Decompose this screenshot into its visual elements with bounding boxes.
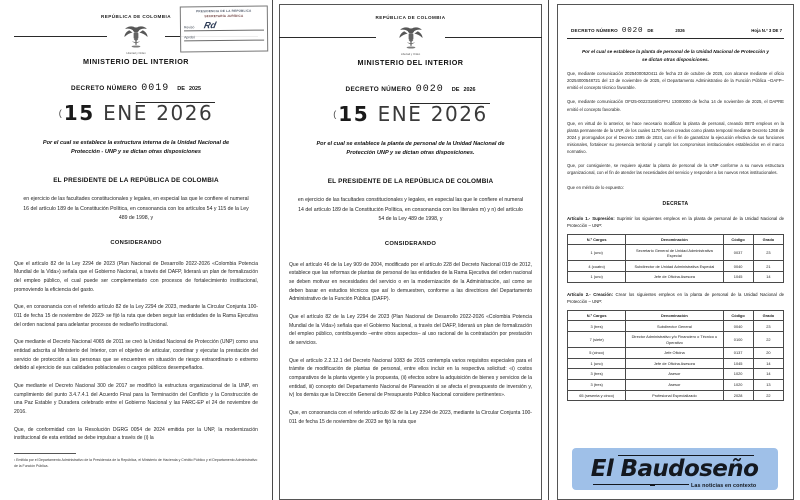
page-3-header (567, 11, 784, 38)
stamp-year: 2026 (156, 101, 214, 125)
cell-codigo: 0137 (723, 347, 753, 358)
outlet-logo-inner (590, 455, 759, 489)
decree-de: DE (647, 28, 654, 33)
table-row (568, 321, 784, 332)
cell-grado: 14 (753, 272, 783, 283)
cell-cargos: 1 (uno) (568, 245, 626, 261)
paragraph: Que mediante el Decreto Nacional 300 de 2017 se modificó la estructura organizacional de la UNP, en cumplimiento del punto 3.4.7.4.1 del Acuerdo Final para la Terminación del Conflicto y la Construcción de una Paz Estable y Duradera celebrado entre el Gobierno Nacional y las FARC-EP el 24 de noviembre de 2016. (14, 383, 258, 416)
date-stamp-text (64, 101, 213, 125)
cell-grado: 22 (753, 332, 783, 348)
table-row (568, 369, 784, 380)
cell-codigo: 1020 (723, 369, 753, 380)
cell-codigo: 0100 (723, 332, 753, 348)
table-row (568, 272, 784, 283)
cell-grado: 23 (753, 321, 783, 332)
decree-de: DE (177, 86, 185, 92)
cell-cargos: 3 (tres) (568, 379, 626, 390)
cell-denominacion: Subdirector de Unidad Administrativa Especial (626, 261, 723, 272)
column-header-cargos: N.º Cargos (568, 310, 626, 321)
paragraph: Que, en consonancia con el referido artículo 82 de la Ley 2294 de 2023, mediante la Circular Conjunta 100-011 de fecha 15 de noviembre de 2023¹ se fijó la ruta que deben seguir las entidades de la Rama Ejecutiva del orden nacional para adelantar procesos de rediseño institucional. (14, 304, 258, 328)
footnote-divider (14, 453, 76, 454)
decree-page-2 (272, 0, 548, 500)
president-heading: EL PRESIDENTE DE LA REPÚBLICA DE COLOMBIA (327, 178, 494, 186)
cell-codigo: 0037 (723, 245, 753, 261)
cell-grado: 14 (753, 369, 783, 380)
stamp-day: 15 (63, 101, 95, 125)
date-paren: ( (58, 108, 62, 118)
column-header-codigo: Código (723, 310, 753, 321)
table-row (568, 347, 784, 358)
cell-denominacion: Profesional Especializado (626, 390, 723, 401)
paragraph: Que, en consonancia con el referido artículo 82 de la Ley 2294 de 2023, mediante la Circular Conjunta 100-011 de fecha 15 de noviembre de 2023 se fijó la ruta que (289, 410, 532, 425)
approval-signature: Rd (203, 20, 218, 31)
decree-subject: Por el cual se establece la estructura interna de la Unidad Nacional de Protección - UNP y se dictan otras disposiciones (42, 140, 230, 156)
colombia-coat-of-arms-icon (119, 20, 153, 54)
decree-label: DECRETO NÚMERO (345, 86, 412, 93)
crest-motto: Libertad y Orden (126, 52, 146, 55)
cell-codigo: 1045 (723, 358, 753, 369)
decree-number: 0020 (621, 27, 644, 35)
table-row (568, 358, 784, 369)
paragraph: Que en mérito de lo expuesto: (567, 184, 624, 190)
page-1-sheet (10, 4, 262, 500)
page-3-header-rule (567, 38, 784, 39)
article-1-text: Suprimir los siguientes empleos en la planta de personal de la Unidad Nacional de Protección – UNP: (567, 215, 785, 228)
article-2-text: Crear los siguientes empleos en la planta de personal de la Unidad Nacional de Protección – UNP: (567, 291, 784, 304)
article-1-heading (567, 215, 784, 229)
paragraph: Que el artículo 82 de la Ley 2294 de 2023 (Plan Nacional de Desarrollo 2022-2026 «Colombia Potencia Mundial de la Vida») señala que el Gobierno Nacional, a través del DAFP, liderará un plan de formalización del empleo público, contribuyendo –entre otros aspectos– al uso racional de la contratación por prestación de servicios. (289, 314, 532, 347)
article-2-heading (567, 291, 784, 305)
decree-year: 2026 (463, 87, 476, 93)
cell-grado: 13 (753, 379, 783, 390)
decree-subject: Por el cual se establece la planta de personal de la Unidad Nacional de Protección UNP y se dictan otras disposiciones. (316, 141, 505, 157)
approval-stamp-approved-label: Aprobó (184, 35, 196, 40)
decree-de: DE (451, 87, 460, 93)
paragraph: Que, mediante comunicación 20254000520411 de fecha 23 de octubre de 2025, con alcance mediante el oficio 20254000548721 del 13 de noviembre de 2025, el Departamento Administrativo de la Función Pública –DAFP– emitió el concepto técnico favorable. (567, 71, 784, 91)
decree-number-line (14, 77, 258, 95)
cell-denominacion: Asesor (626, 369, 723, 380)
date-stamp (289, 102, 532, 126)
table-row (568, 390, 784, 401)
cell-cargos: 1 (uno) (568, 272, 626, 283)
article-1-title: Artículo 1.- Supresión: (567, 215, 615, 221)
decree-year: 2026 (675, 28, 685, 33)
cell-denominacion: Jefe de Oficina Asesora (626, 272, 723, 283)
cell-cargos: 5 (cinco) (568, 347, 626, 358)
date-stamp (14, 101, 258, 125)
decreta-heading: DECRETA (662, 200, 689, 207)
approval-stamp-reviewed-row (184, 22, 264, 32)
article-1-table (567, 234, 784, 283)
president-heading: EL PRESIDENTE DE LA REPÚBLICA DE COLOMBIA (53, 177, 219, 185)
table-header-row (568, 234, 784, 245)
cell-cargos: 3 (tres) (568, 369, 626, 380)
cell-codigo: 2028 (723, 390, 753, 401)
cell-cargos: 65 (sesenta y cinco) (568, 390, 626, 401)
table-row (568, 261, 784, 272)
paragraph: Que, por consiguiente, se requiere ajustar la planta de personal de la UNP conforme a su nueva estructura organizacional, con el fin de atender las necesidades del servicio y responder a los nuevos retos institucionales. (567, 163, 784, 176)
outlet-logo (572, 448, 778, 490)
stamp-month: ENE (377, 102, 423, 126)
logo-dash (650, 485, 655, 486)
cell-cargos: 7 (siete) (568, 332, 626, 348)
ministry-heading: MINISTERIO DEL INTERIOR (357, 58, 464, 67)
page-3-sheet (557, 4, 794, 500)
cell-codigo: 1045 (723, 272, 753, 283)
colombia-coat-of-arms-icon (394, 21, 428, 55)
column-header-grado: Grado (753, 234, 783, 245)
cell-codigo: 1020 (723, 379, 753, 390)
cell-cargos: 4 (cuatro) (568, 261, 626, 272)
considerando-heading: CONSIDERANDO (110, 239, 162, 246)
cell-grado: 14 (753, 358, 783, 369)
approval-stamp-line1: PRESIDENCIA DE LA REPÚBLICA (196, 8, 252, 14)
cell-denominacion: Subdirector General (626, 321, 723, 332)
sheet-number-label: Hoja N.º 3 DE 7 (751, 28, 782, 33)
column-header-denominacion: Denominación (626, 234, 723, 245)
cell-grado: 23 (753, 245, 783, 261)
faculty-text: en ejercicio de las facultades constitucionales y legales, en especial las que le confiere el numeral 14 del artículo 189 de la Constitución Política, en consonancia con los literales m) y n) del artículo 54 de la Ley 489 de 1998, y (297, 197, 524, 222)
cell-cargos: 3 (tres) (568, 321, 626, 332)
decree-label: DECRETO NÚMERO (571, 28, 618, 33)
table-row (568, 245, 784, 261)
approval-stamp-reviewed-label: Revisó (183, 25, 195, 30)
crest-motto: Libertad y Orden (400, 53, 421, 56)
ministry-heading: MINISTERIO DEL INTERIOR (82, 57, 189, 66)
paragraph: Que el artículo 46 de la Ley 909 de 2004, modificado por el artículo 228 del Decreto Nacional 019 de 2012, establece que las reformas de plantas de personal de las entidades de la Rama Ejecutiva del orden nacional se deben motivar en necesidades del servicio o en la modernización de la Administración, así como se deben basar en estudios técnicos que así lo demuestren, conforme a las directrices del Departamento Administrativo de la Función Pública (DAFP). (289, 261, 532, 303)
header-rule-right (445, 37, 542, 38)
decree-number-line (289, 78, 532, 96)
article-2-title: Artículo 2.- Creación: (567, 291, 614, 297)
column-header-cargos: N.º Cargos (568, 234, 626, 245)
column-header-grado: Grado (753, 310, 783, 321)
approval-stamp-approved-row (184, 35, 264, 42)
date-stamp-text (338, 102, 487, 126)
column-header-denominacion: Denominación (626, 310, 723, 321)
cell-denominacion: Secretario General de Unidad Administrativa Especial (626, 245, 723, 261)
coat-of-arms-row (289, 21, 532, 55)
decree-number: 0020 (415, 84, 444, 95)
paragraph: Que mediante el Decreto Nacional 4065 de 2011 se creó la Unidad Nacional de Protección (UNP) como una entidad adscrita al Ministerio del Interior, con el objetivo de articular, coordinar y ejecutar la prestación del servicio de protección a las personas que se encuentren en situación de riesgo extraordinario o extremo debido al ejercicio de sus calidades poblacionales o cargos públicos desempeñados. (14, 339, 258, 372)
paragraph: Que, mediante comunicación OFI25-00223168/GFPU 13000000 de fecha 14 de noviembre de 2025, el DAPRE emitió el concepto favorable. (567, 99, 784, 112)
outlet-tagline: Las noticias en contexto (690, 482, 757, 489)
paragraph: Que, en virtud de lo anterior, se hace necesario modificar la planta de personal, creando 0870 empleos en la planta permanente de la UNP, de los cuales 1170 fueron creados como planta temporal mediante Decreto 1268 de 2024 y prorrogados por el Decreto 1595 de 2024, con el fin de garantizar la ejecución efectiva de sus funciones misionales, fortalecer su presencia territorial y cumplir los compromisos institucionales establecidos en el marco normativo. (567, 120, 784, 155)
cell-denominacion: Jefe de Oficina Asesora (626, 358, 723, 369)
table-row (568, 379, 784, 390)
republic-heading: REPÚBLICA DE COLOMBIA (375, 15, 446, 20)
decree-page-1 (0, 0, 272, 500)
date-paren: ( (333, 109, 337, 119)
header-rule-left (14, 36, 107, 37)
cell-denominacion: Asesor (626, 379, 723, 390)
paragraph: Que el artículo 2.2.12.1 del Decreto Nacional 1083 de 2015 contempla varios requisitos especiales para el trámite de modificación de plantas de personal, entre ellos incluir en la respectiva solicitud: «i) costos comparativos de la planta vigente y la propuesta, (ii) efectos sobre la adquisición de bienes y servicios de la entidad, iii) concepto del Departamento Nacional de Planeación si se afecta el presupuesto de inversión y, iv) los demás que la Dirección General de Presupuesto Público Nacional considere pertinentes». (289, 357, 532, 399)
stamp-day: 15 (338, 102, 370, 126)
faculty-text: en ejercicio de las facultades constitucionales y legales, en especial las que le confiere el numeral 16 del artículo 189 de la Constitución Política, en consonancia con los artículos 54 y 115 de la Ley 489 de 1998, y (23, 196, 249, 221)
header-rule-left (279, 37, 376, 38)
decree-number: 0019 (141, 83, 170, 94)
stamp-month: ENE (103, 101, 148, 125)
cell-codigo: 0040 (723, 321, 753, 332)
page-2-sheet (279, 4, 542, 500)
column-header-codigo: Código (723, 234, 753, 245)
decree-subject: Por el cual se establece la planta de personal de la Unidad Nacional de Protección y se dictan otras disposiciones. (581, 49, 770, 62)
cell-denominacion: Jefe Oficina (626, 347, 723, 358)
stamp-year: 2026 (430, 102, 488, 126)
table-row (568, 332, 784, 348)
logo-rule-top (618, 455, 755, 456)
footnote-text: ¹ Emitida por el Departamento Administrativo de la Presidencia de la República, el Ministerio de Hacienda y Crédito Público y el Departamento Administrativo de la Función Pública. (14, 458, 258, 469)
cell-codigo: 0040 (723, 261, 753, 272)
cell-grado: 20 (753, 347, 783, 358)
paragraph: Que el artículo 82 de la Ley 2294 de 2023 (Plan Nacional de Desarrollo 2022-2026 «Colombia Potencia Mundial de la Vida») señala que el Gobierno Nacional, a través del DAFP, liderará un plan de formalización del empleo público, el cual puede ser complementario con procesos de fortalecimiento institucional, promoviendo la eficiencia del gasto. (14, 260, 258, 293)
cell-grado: 22 (753, 390, 783, 401)
decree-page-3 (548, 0, 800, 500)
article-2-table (567, 310, 784, 401)
table-header-row (568, 310, 784, 321)
logo-rule-bottom (593, 484, 689, 485)
approval-stamp (180, 6, 268, 53)
considerando-heading: CONSIDERANDO (384, 240, 437, 247)
decree-label: DECRETO NÚMERO (70, 85, 138, 92)
paragraph: Que, de conformidad con la Resolución DGRG 0054 de 2024 emitida por la UNP, la modernización institucional de esta entidad se debe impulsar a través de (i) la (14, 426, 258, 442)
approval-stamp-line2: SECRETARÍA JURÍDICA (204, 13, 244, 18)
republic-heading: REPÚBLICA DE COLOMBIA (100, 14, 172, 19)
outlet-name: El Baudoseño (590, 455, 759, 482)
cell-grado: 21 (753, 261, 783, 272)
cell-cargos: 1 (uno) (568, 358, 626, 369)
decree-year: 2025 (189, 86, 201, 92)
cell-denominacion: Director Administrativo y/o Financiero o Técnico u Operativo (626, 332, 723, 348)
